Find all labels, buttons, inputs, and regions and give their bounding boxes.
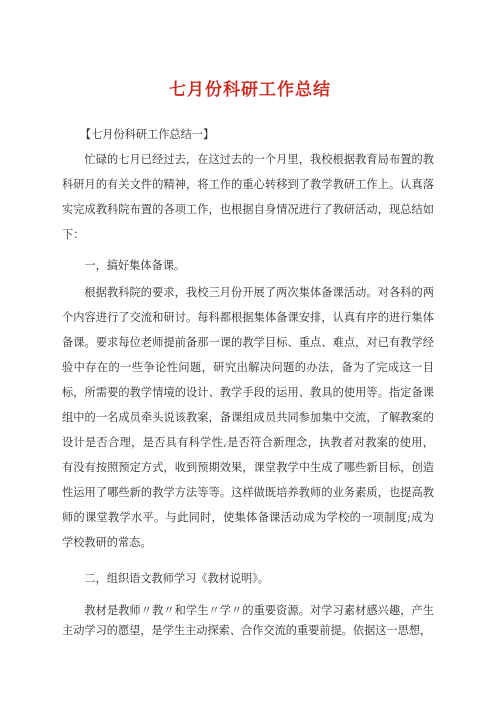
section-heading: 【七月份科研工作总结一】 bbox=[79, 128, 215, 141]
paragraph-point-one: 一，搞好集体备课。 bbox=[84, 259, 186, 272]
paragraph-collective-prep: 根据教科院的要求，我校三月份开展了两次集体备课活动。对各科的两个内容进行了交流和研讨。每科都根据集体备课安排，认真有序的进行集体备课。要求每位老师提前备那一课的教学目标、重点、难点，对已有教学经验中存在的一些争论性问题，研究出解决问题的办法，备为了完成这一目标，所需要的教学情境的设计、教学手段的运用、教具的使用等。指定备课组中的一名成员牵头说该教案，备课组成员共同参加集中交流，了解教案的设计是否合理，是否具有科学性,是否符合新理念，执教者对教案的使用，有没有按照预定方式，收到预期效果，课堂教学中生成了哪些新目标，创造性运用了哪些新的教学方法等等。这样做既培养教师的业务素质，也提高教师的课堂教学水平。与此同时，使集体备课活动成为学校的一项制度;成为学校教研的常态。 bbox=[62, 286, 434, 549]
paragraph-textbook: 教材是教师〃教〃和学生〃学〃的重要资源。对学习素材感兴趣，产生主动学习的愿望，是学生主动探索、合作交流的重要前提。依据这一思想， bbox=[62, 604, 434, 637]
paragraph-intro: 忙碌的七月已经过去，在这过去的一个月里，我校根据教育局布置的教科研月的有关文件的精神，将工作的重心转移到了教学教研工作上。认真落实完成教科院布置的各项工作，也根据自身情况进行了教研活动，现总结如下： bbox=[62, 153, 434, 241]
paragraph-point-two: 二，组织语文教师学习《教材说明》。 bbox=[84, 572, 269, 585]
document-title: 七月份科研工作总结 bbox=[169, 80, 331, 100]
